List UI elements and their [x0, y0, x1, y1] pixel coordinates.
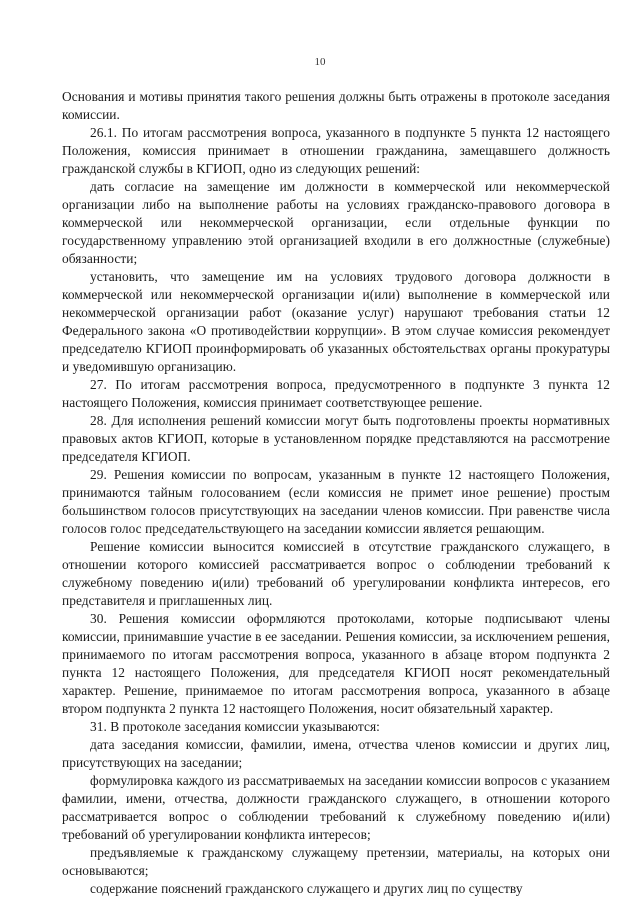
paragraph-violation-decision: установить, что замещение им на условиях трудового договора должности в коммерческой или некоммерческой организации и(или) выполнение в коммерческой или некоммерческой организации работ (оказание услуг) нарушают требования статьи 12 Федерального закона «О противодействии коррупции». В этом случае комиссия рекомендует председателю КГИОП проинформировать об указанных обстоятельствах органы прокуратуры и уведомившую организацию. [62, 269, 610, 374]
paragraph-30: 30. Решения комиссии оформляются протоколами, которые подписывают члены комиссии, принимавшие участие в ее заседании. Решения комиссии, за исключением решения, принимаемого по итогам рассмотрения вопроса, указанного в абзаце втором подпункта 2 пункта 12 настоящего Положения, для председателя КГИОП носят рекомендательный характер. Решение, принимаемое по итогам рассмотрения вопроса, указанного в абзаце втором подпункта 2 пункта 12 настоящего Положения, носит обязательный характер. [62, 611, 610, 716]
paragraph-question-wording: формулировка каждого из рассматриваемых на заседании комиссии вопросов с указанием фамилии, имени, отчества, должности гражданского служащего, в отношении которого рассматривается вопрос о соблюдении требований к служебному поведению и(или) требований об урегулировании конфликта интересов; [62, 773, 610, 842]
paragraph-28: 28. Для исполнения решений комиссии могут быть подготовлены проекты нормативных правовых актов КГИОП, которые в установленном порядке представляются на рассмотрение председателя КГИОП. [62, 413, 610, 464]
paragraph-claims: предъявляемые к гражданскому служащему претензии, материалы, на которых они основываются; [62, 845, 610, 878]
paragraph-decision-absence: Решение комиссии выносится комиссией в отсутствие гражданского служащего, в отношении которого комиссией рассматривается вопрос о соблюдении требований к служебному поведению и(или) требований об урегулировании конфликта интересов, его представителя и приглашенных лиц. [62, 539, 610, 608]
paragraph-explanations: содержание пояснений гражданского служащего и других лиц по существу [90, 881, 523, 896]
paragraph-26-1: 26.1. По итогам рассмотрения вопроса, указанного в подпункте 5 пункта 12 настоящего Положения, комиссия принимает в отношении гражданина, замещавшего должность гражданской службы в КГИОП, одно из следующих решений: [62, 125, 610, 176]
page-number: 10 [314, 56, 326, 68]
paragraph-consent-decision: дать согласие на замещение им должности в коммерческой или некоммерческой организации либо на выполнение работы на условиях гражданско-правового договора в коммерческой или некоммерческой организации, если отдельные функции по государственному управлению этой организацией входили в его должностные (служебные) обязанности; [62, 179, 610, 266]
paragraph-motives: Основания и мотивы принятия такого решения должны быть отражены в протоколе заседания комиссии. [62, 89, 610, 122]
paragraph-meeting-date: дата заседания комиссии, фамилии, имена, отчества членов комиссии и других лиц, присутствующих на заседании; [62, 737, 610, 770]
document-body [62, 88, 610, 898]
paragraph-31: 31. В протоколе заседания комиссии указываются: [90, 719, 380, 734]
paragraph-29: 29. Решения комиссии по вопросам, указанным в пункте 12 настоящего Положения, принимаются тайным голосованием (если комиссия не примет иное решение) простым большинством голосов присутствующих на заседании членов комиссии. При равенстве числа голосов голос председательствующего на заседании комиссии является решающим. [62, 467, 610, 536]
paragraph-27: 27. По итогам рассмотрения вопроса, предусмотренного в подпункте 3 пункта 12 настоящего Положения, комиссия принимает соответствующее решение. [62, 377, 610, 410]
